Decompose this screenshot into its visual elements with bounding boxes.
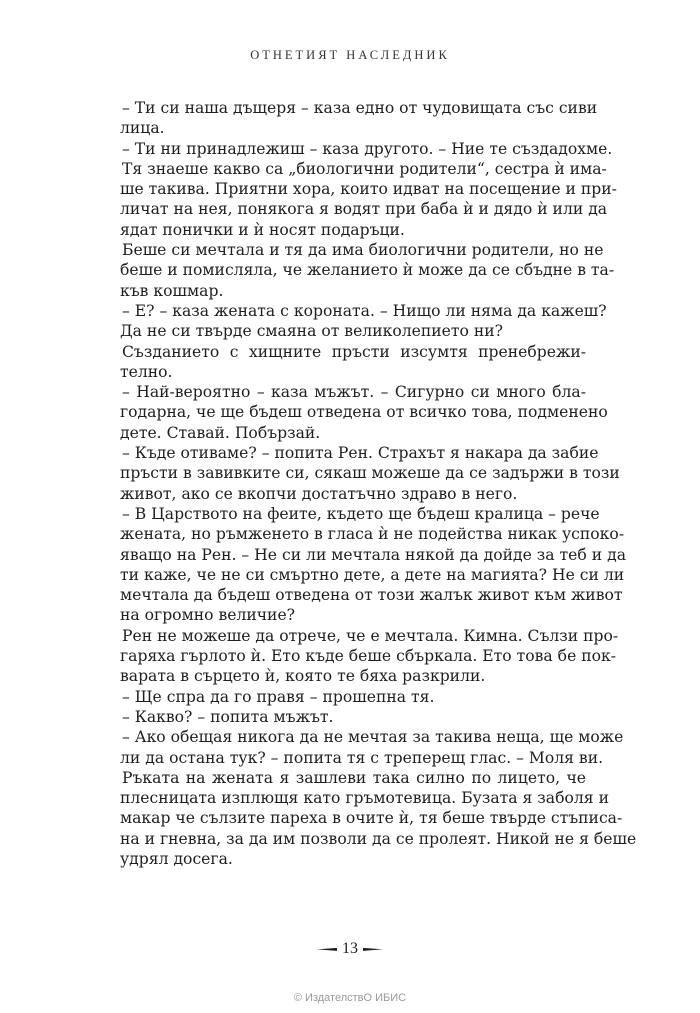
text-line: ядат понички и ѝ носят подаръци. (120, 220, 405, 239)
text-line: лица. (120, 119, 165, 138)
text-line: ше такива. Приятни хора, които идват на посещение и при- (120, 180, 617, 199)
text-line: варата в сърцето ѝ, която те бяха разкрили. (120, 667, 486, 686)
text-line: мечтала да бъдеш отведена от този жалък живот към живот (120, 586, 623, 605)
text-line: Ръката на жената я зашлеви така силно по лицето, че (122, 768, 586, 787)
text-line: ти каже, че не си смъртно дете, а дете на магията? Не си ли (120, 565, 625, 584)
paragraph (118, 342, 586, 383)
publisher-watermark: © ИздателствО ИБИС (293, 992, 407, 1004)
paragraph (118, 687, 586, 707)
text-line: Създанието с хищните пръсти изсумтя пренебрежи- (122, 342, 586, 361)
text-line: – Ти си наша дъщеря – каза едно от чудовищата със сиви (122, 99, 598, 117)
paragraph (118, 382, 608, 443)
text-line: Беше си мечтала и тя да има биологични родители, но не (122, 241, 604, 260)
text-line: дете. Ставай. Побързай. (120, 423, 321, 442)
text-line: гаряха гърлото ѝ. Ето къде беше сбъркала. Ето това бе пок- (120, 647, 617, 666)
text-line: – Ако обещая никога да не мечтая за такива неща, ще може (122, 728, 624, 747)
text-line: ли да остана тук? – попита тя с треперещ глас. – Моля ви. (120, 748, 604, 767)
body-text (118, 98, 637, 869)
text-line: беше и помисляла, че желанието ѝ може да се сбъдне в та- (120, 261, 615, 280)
text-line: – В Царството на феите, където ще бъдеш кралица – рече (122, 504, 600, 523)
paragraph (118, 626, 619, 687)
page-number-right-ornament (363, 948, 383, 951)
text-line: плесницата изплющя като гръмотевица. Бузата я заболя и (120, 789, 609, 808)
text-line: жената, но ръмженето в гласа ѝ не подейства никак успоко- (120, 525, 625, 544)
paragraph (118, 443, 620, 504)
paragraph (118, 159, 617, 240)
text-line: Тя знаеше какво са „биологични родители“, сестра ѝ има- (122, 159, 607, 178)
text-line: пръсти в завивките си, сякаш можеше да се задържи в този (120, 464, 620, 483)
text-line: Рен не можеше да отрече, че е мечтала. Кимна. Сълзи про- (122, 626, 619, 645)
page-number (0, 940, 700, 958)
text-line: телно. (120, 362, 173, 381)
text-line: на и гневна, за да им позволи да се пролеят. Никой не я беше (120, 829, 637, 848)
text-line: личат на нея, понякога я водят при баба ѝ и дядо ѝ или да (120, 200, 608, 219)
text-line: Да не си твърде смаяна от великолепието ни? (120, 322, 504, 341)
paragraph (118, 504, 627, 626)
paragraph (118, 98, 598, 139)
paragraph (118, 768, 637, 869)
text-line: на огромно величие? (120, 606, 296, 625)
text-line: – Къде отиваме? – попита Рен. Страхът я накара да забие (122, 444, 599, 463)
paragraph (118, 139, 613, 159)
text-line: – Е? – каза жената с короната. – Нищо ли няма да кажеш? (122, 301, 607, 320)
text-line: яващо на Рен. – Не си ли мечтала някой да дойде за теб и да (120, 545, 627, 564)
text-line: – Ти ни принадлежиш – каза другото. – Ние те създадохме. (122, 139, 613, 158)
text-line: макар че сълзите пареха в очите ѝ, тя беше твърде стъписа- (120, 809, 623, 828)
paragraph (118, 727, 624, 768)
text-line: къв кошмар. (120, 281, 224, 300)
text-line: – Какво? – попита мъжът. (122, 707, 334, 726)
text-line: удрял досега. (120, 849, 233, 868)
page-number-left-ornament (317, 948, 337, 951)
running-header: ОТНЕТИЯТ НАСЛЕДНИК (250, 48, 450, 62)
paragraph (118, 240, 615, 301)
text-line: годарна, че ще бъдеш отведена от всичко това, подменено (120, 403, 608, 422)
paragraph (118, 301, 607, 342)
text-line: живот, ако се вкопчи достатъчно здраво в него. (120, 484, 518, 503)
paragraph (118, 707, 586, 727)
text-line: – Най-вероятно – каза мъжът. – Сигурно си много бла- (122, 383, 586, 402)
page-number-value: 13 (342, 940, 358, 957)
text-line: – Ще спра да го правя – прошепна тя. (122, 687, 435, 706)
